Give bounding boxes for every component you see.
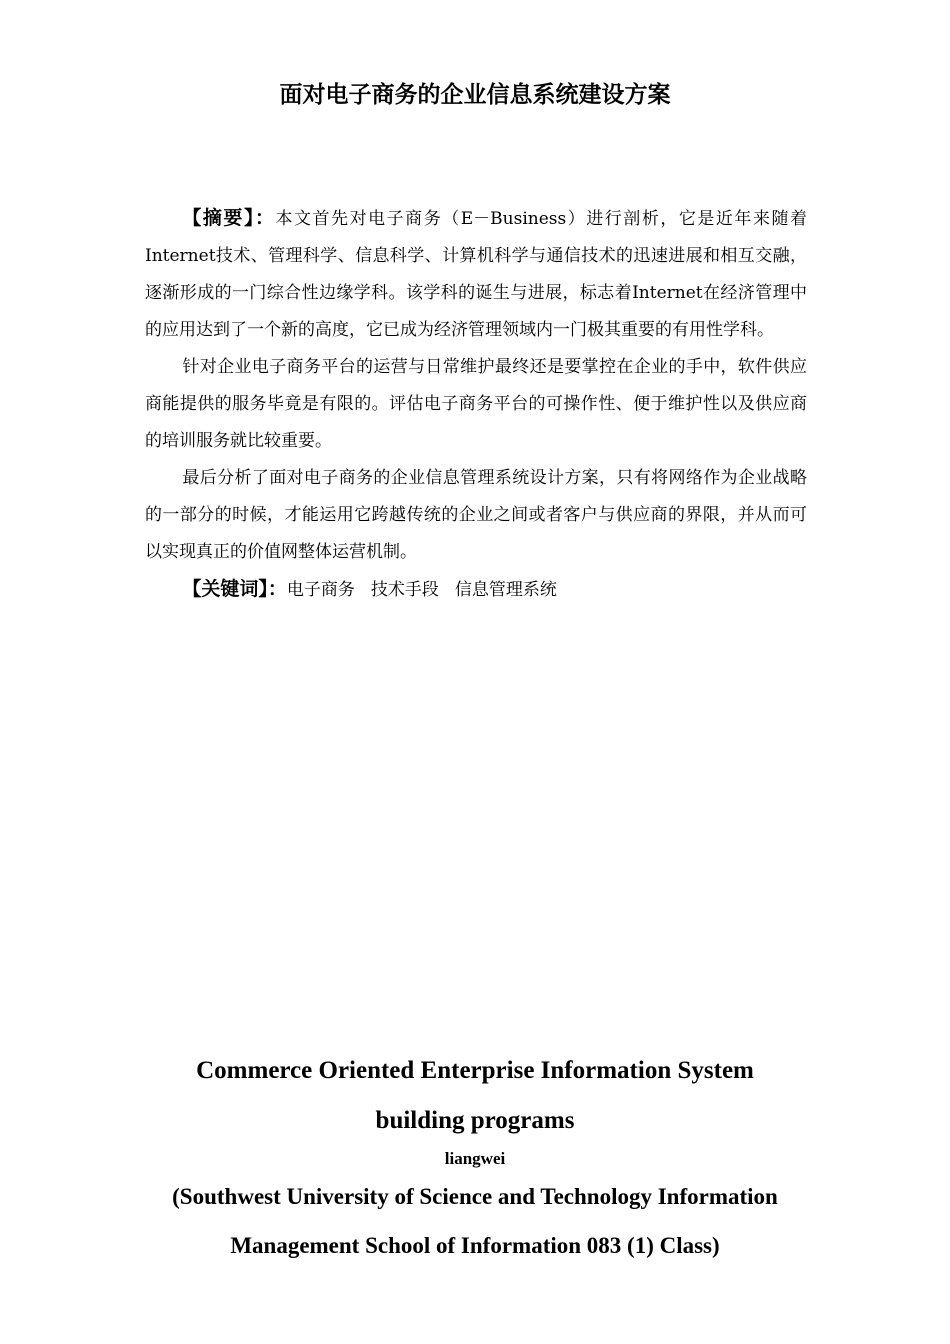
- keyword-item: 信息管理系统: [454, 580, 557, 600]
- english-affiliation-line: Management School of Information 083 (1) Class): [230, 1233, 720, 1258]
- abstract-text: 本文首先对电子商务（E－Business）进行剖析，它是近年来随着Internet技术、管理科学、信息科学、计算机科学与通信技术的迅速进展和相互交融，逐渐形成的一门综合性边缘学科。该学科的诞生与进展，标志着Internet在经济管理中的应用达到了一个新的高度，它已成为经济管理领域内一门极其重要的有用性学科。: [145, 209, 807, 340]
- english-title-block: [0, 1046, 950, 1270]
- keywords-label: 【关键词】：: [182, 578, 287, 600]
- page-title: 面对电子商务的企业信息系统建设方案: [279, 82, 671, 108]
- english-affiliation-line: (Southwest University of Science and Technology Information: [172, 1184, 778, 1209]
- english-author: liangwei: [444, 1149, 506, 1168]
- abstract-section: [145, 200, 807, 609]
- english-title-line: building programs: [375, 1107, 575, 1134]
- english-title-line: Commerce Oriented Enterprise Information System: [196, 1057, 754, 1084]
- keyword-item: 电子商务: [286, 580, 355, 600]
- abstract-paragraph: 针对企业电子商务平台的运营与日常维护最终还是要掌控在企业的手中，软件供应商能提供的服务毕竟是有限的。评估电子商务平台的可操作性、便于维护性以及供应商的培训服务就比较重要。: [145, 357, 807, 451]
- abstract-paragraph: 最后分析了面对电子商务的企业信息管理系统设计方案，只有将网络作为企业战略的一部分的时候，才能运用它跨越传统的企业之间或者客户与供应商的界限，并从而可以实现真正的价值网整体运营机制。: [145, 468, 807, 562]
- abstract-paragraph: [145, 200, 807, 349]
- abstract-label: 【摘要】：: [182, 207, 276, 229]
- keyword-item: 技术手段: [370, 580, 439, 600]
- keywords-line: [145, 571, 807, 609]
